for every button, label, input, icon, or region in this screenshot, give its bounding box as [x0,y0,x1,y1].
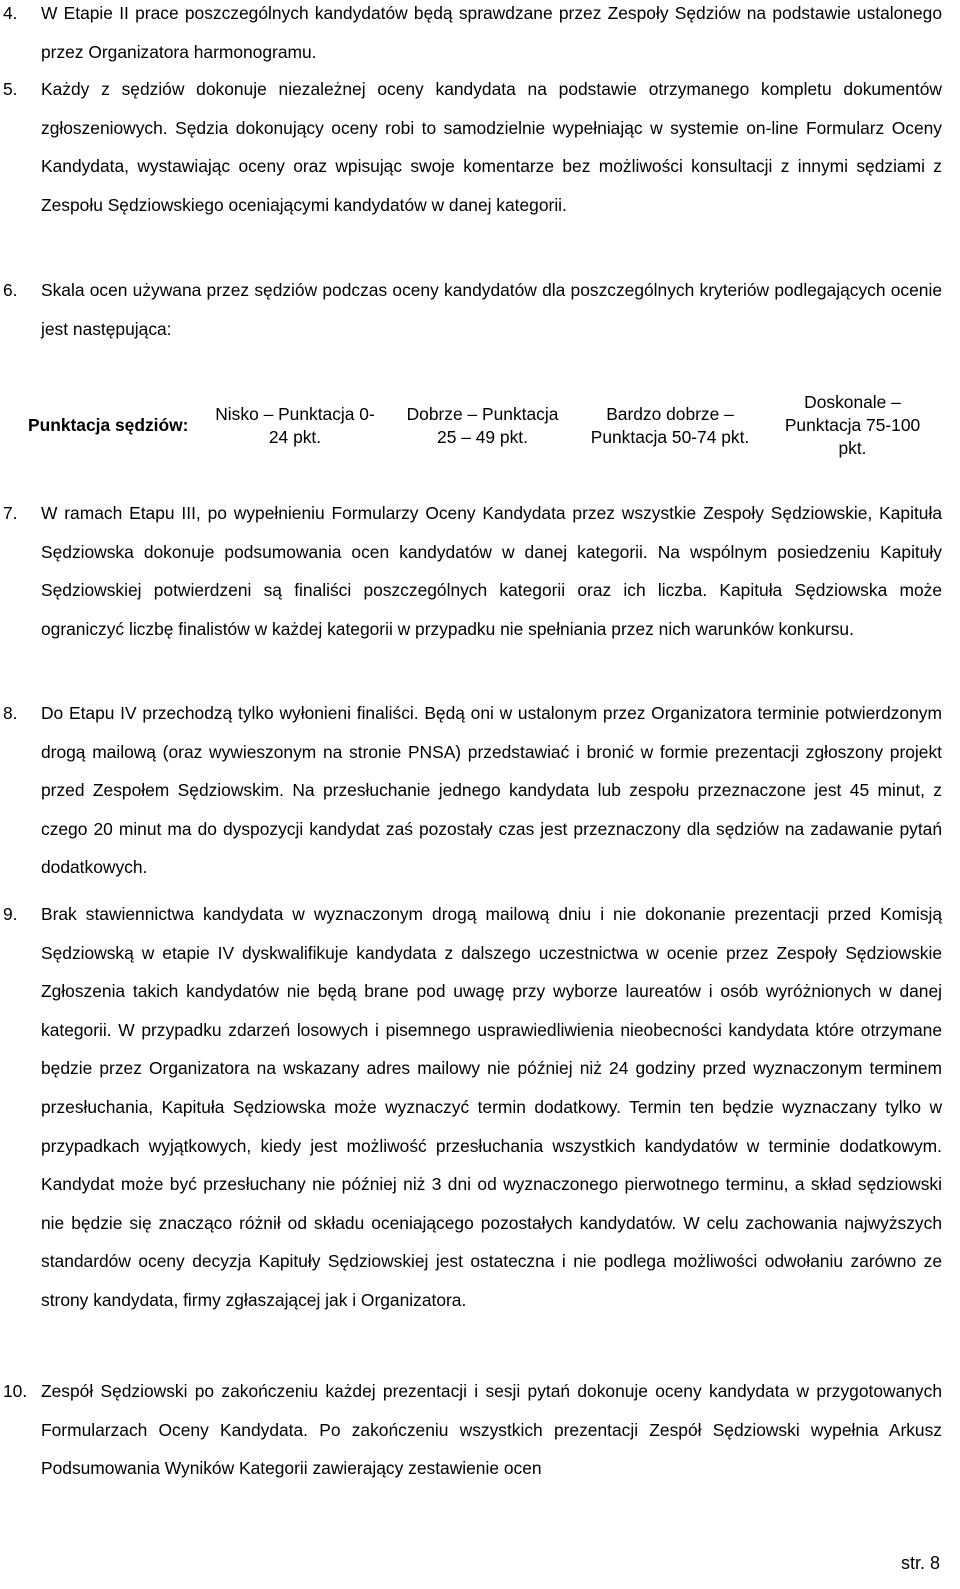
table-cell: Dobrze – Punktacja 25 – 49 pkt. [406,403,559,447]
scoring-scale-table [20,383,940,468]
table-cell: Bardzo dobrze – Punktacja 50-74 pkt. [590,403,750,447]
table-cell: Nisko – Punktacja 0-24 pkt. [215,403,375,447]
table-row [20,383,940,468]
table-cell: Doskonale – Punktacja 75-100 pkt. [784,392,921,458]
page-number: str. 8 [900,1553,940,1573]
item-number: 9. [3,904,18,924]
table-header-cell: Punktacja sędziów: [28,415,189,435]
item-text: Każdy z sędziów dokonuje niezależnej oceny kandydata na podstawie otrzymanego kompletu dokumentów zgłoszeniowych. Sędzia dokonujący oceny robi to samodzielnie wypełniając w systemie on-line Formularz Oceny Kandydata, wystawiając oceny oraz wpisując swoje komentarze bez możliwości konsultacji z innymi sędziami z Zespołu Sędziowskiego oceniającymi kandydatów w danej kategorii. [41,79,942,215]
item-text: W ramach Etapu III, po wypełnieniu Formularzy Oceny Kandydata przez wszystkie Zespoły Sędziowskie, Kapituła Sędziowska dokonuje podsumowania ocen kandydatów w danej kategorii. Na wspólnym posiedzeniu Kapituły Sędziowskiej potwierdzeni są finaliści poszczególnych kategorii oraz ich liczba. Kapituła Sędziowska może ograniczyć liczbę finalistów w każdej kategorii w przypadku nie spełniania przez nich warunków konkursu. [41,503,942,639]
item-number: 6. [3,280,18,300]
item-text: Zespół Sędziowski po zakończeniu każdej prezentacji i sesji pytań dokonuje oceny kandydata w przygotowanych Formularzach Oceny Kandydata. Po zakończeniu wszystkich prezentacji Zespół Sędziowski wypełnia Arkusz Podsumowania Wyników Kategorii zawierający zestawienie ocen [41,1381,942,1479]
item-text: Brak stawiennictwa kandydata w wyznaczonym drogą mailową dniu i nie dokonanie prezentacji przed Komisją Sędziowską w etapie IV dyskwalifikuje kandydata z dalszego uczestnictwa w ocenie przez Zespoły Sędziowskie Zgłoszenia takich kandydatów nie będą brane pod uwagę przy wyborze laureatów i osób wyróżnionych w danej kategorii. W przypadku zdarzeń losowych i pisemnego usprawiedliwienia nieobecności kandydata które otrzymane będzie przez Organizatora na wskazany adres mailowy nie później niż 24 godziny przed wyznaczonym terminem przesłuchania, Kapituła Sędziowska może wyznaczyć termin dodatkowy. Termin ten będzie wyznaczany tylko w przypadkach wyjątkowych, kiedy jest możliwość przesłuchania wszystkich kandydatów w terminie dodatkowym. Kandydat może być przesłuchany nie później niż 3 dni od wyznaczonego pierwotnego terminu, a skład sędziowski nie będzie się znacząco różnił od składu oceniającego pozostałych kandydatów. W celu zachowania najwyższych standardów oceny decyzja Kapituły Sędziowskiej jest ostateczna i nie podlega możliwości odwołaniu zarówno ze strony kandydata, firmy zgłaszającej jak i Organizatora. [41,904,942,1310]
item-number: 10. [3,1381,28,1401]
item-text: Do Etapu IV przechodzą tylko wyłonieni finaliści. Będą oni w ustalonym przez Organizatora terminie potwierdzonym drogą mailową (oraz wywieszonym na stronie PNSA) przedstawiać i bronić w formie prezentacji zgłoszony projekt przed Zespołem Sędziowskim. Na przesłuchanie jednego kandydata lub zespołu przeznaczone jest 45 minut, z czego 20 minut ma do dyspozycji kandydat zaś pozostały czas jest przeznaczony dla sędziów na zadawanie pytań dodatkowych. [41,703,942,878]
item-number: 8. [3,703,18,723]
item-number: 5. [3,79,18,99]
item-number: 4. [3,3,18,23]
item-text: W Etapie II prace poszczególnych kandydatów będą sprawdzane przez Zespoły Sędziów na podstawie ustalonego przez Organizatora harmonogramu. [41,3,942,62]
item-text: Skala ocen używana przez sędziów podczas oceny kandydatów dla poszczególnych kryteriów podlegających ocenie jest następująca: [41,280,942,339]
item-number: 7. [3,503,18,523]
